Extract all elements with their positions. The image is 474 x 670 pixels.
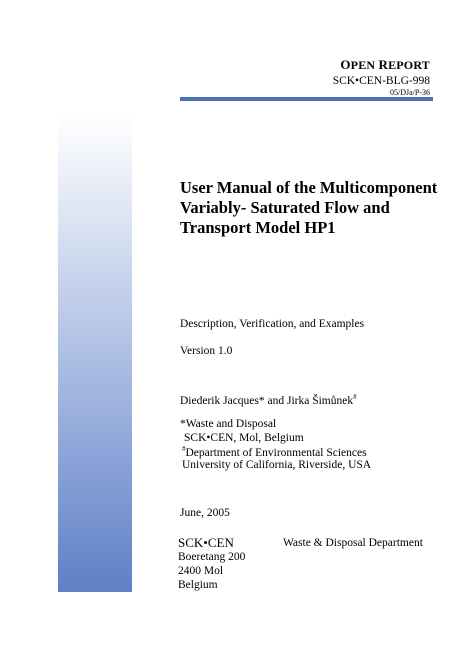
header-rule [180,97,433,101]
report-sub-code: 05/DJa/P-36 [390,88,430,97]
document-description: Description, Verification, and Examples [180,318,365,330]
report-code: SCK•CEN-BLG-998 [332,75,430,87]
affiliation-2-line-2: University of California, Riverside, USA [182,459,372,471]
department-name: Waste & Disposal Department [283,537,423,549]
address-street: Boeretang 200 [178,551,246,563]
document-version: Version 1.0 [180,345,233,357]
affiliation-2-line-1: #Department of Environmental Sciences [182,445,367,459]
document-title [180,178,440,238]
title-line-1: User Manual of the Multicomponent [180,178,438,197]
affiliation-2-mark: # [182,445,186,453]
affiliation-1-line-1: *Waste and Disposal [180,418,277,430]
address-city: 2400 Mol [178,565,224,577]
title-line-3: Transport Model HP1 [180,218,336,237]
author-2: Jirka Šimůnek [286,394,354,407]
report-header [333,57,430,97]
affiliation-1-line-2: SCK•CEN, Mol, Belgium [184,432,304,444]
author-1: Diederik Jacques* [180,394,265,407]
publication-date: June, 2005 [180,507,230,519]
address-country: Belgium [178,579,218,591]
title-line-2: Variably- Saturated Flow and [180,198,390,217]
authors-line: Diederik Jacques* and Jirka Šimůnek# [180,393,357,407]
report-type-label: OPEN REPORT [340,57,430,72]
decorative-gradient-band [58,114,132,592]
author-2-mark: # [353,393,357,401]
address-org: SCK•CEN [178,535,234,550]
